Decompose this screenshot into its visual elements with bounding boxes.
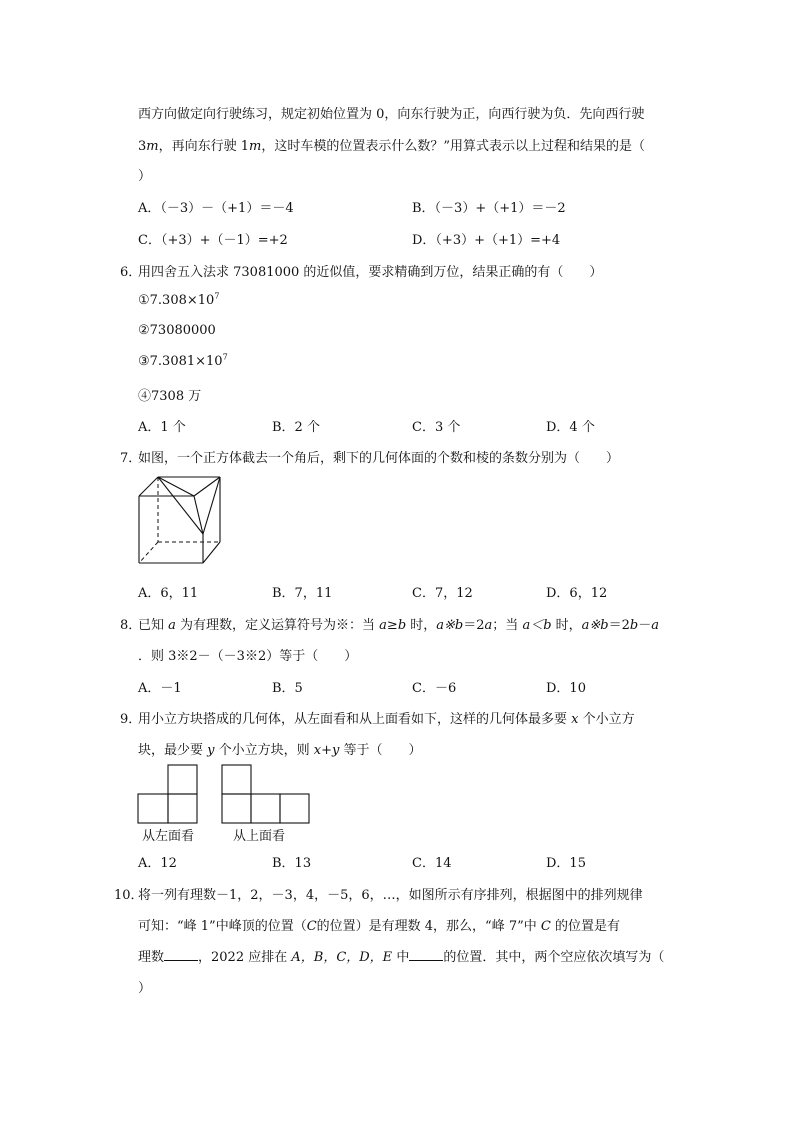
q9-option-a[interactable]: A．12 [138,856,177,871]
q5-option-d[interactable]: D．（+3）+（+1）=+4 [412,233,561,248]
q9-stem-line1: 用小立方块搭成的几何体，从左面看和从上面看如下，这样的几何体最多要 x 个小立方 [138,712,635,727]
q6-option-d[interactable]: D．4 个 [546,420,595,435]
q9-stem-line2: 块，最少要 y 个小立方块，则 x+y 等于（ ） [138,743,422,758]
q7-stem: 如图，一个正方体截去一个角后，剩下的几何体面的个数和棱的条数分别为（ ） [138,451,620,466]
q7-number: 7． [120,451,142,466]
q9-caption-left-view: 从左面看 [142,829,195,844]
q5-stem-line3: ） [138,169,152,184]
q5-stem-line2: 3m，再向东行驶 1m，这时车模的位置表示什么数？”用算式表示以上过程和结果的是（ [138,139,645,154]
q5-option-a[interactable]: A．（－3）－（+1）＝－4 [138,201,294,216]
q6-option-c[interactable]: C．3 个 [412,420,461,435]
q6-option-b[interactable]: B．2 个 [272,420,320,435]
q7-option-c[interactable]: C．7，12 [412,586,473,601]
q7-truncated-cube-figure [136,474,224,566]
q6-stem: 用四舍五入法求 73081000 的近似值，要求精确到万位，结果正确的有（ ） [138,265,603,280]
q8-option-d[interactable]: D．10 [546,681,586,696]
q10-number: 10． [114,888,144,903]
q6-number: 6． [120,265,142,280]
q5-stem-line1: 西方向做定向行驶练习，规定初始位置为 0，向东行驶为正，向西行驶为负．先向西行驶 [138,107,645,122]
q7-option-d[interactable]: D．6，12 [546,586,608,601]
q9-top-view-figure [221,764,313,826]
q5-option-b[interactable]: B．（－3）+（+1）＝－2 [412,201,566,216]
q9-option-b[interactable]: B．13 [272,856,312,871]
q6-item-2: ②73080000 [138,323,216,338]
q10-stem-line4: ） [138,981,152,996]
q9-caption-top-view: 从上面看 [233,829,286,844]
q6-item-3: $③7.3081\times 10^7$ [138,352,228,369]
q10-stem-line1: 将一列有理数－1，2，－3，4，－5，6，…，如图所示有序排列，根据图中的排列规律 [138,888,643,903]
q9-number: 9． [120,712,142,727]
q6-item-4: ④7308 万 [138,389,202,404]
q9-option-c[interactable]: C．14 [412,856,452,871]
q7-option-a[interactable]: A．6，11 [138,586,199,601]
q8-number: 8． [120,618,142,633]
q8-option-b[interactable]: B．5 [272,681,303,696]
q8-stem-line1: 已知 a 为有理数，定义运算符号为※：当 a≥b 时，a※b＝2a；当 a＜b 时，a※b＝2b－a [138,618,660,633]
q6-option-a[interactable]: A．1 个 [138,420,186,435]
q9-left-view-figure [137,764,199,826]
q9-option-d[interactable]: D．15 [546,856,586,871]
q10-blank-2[interactable] [409,950,443,961]
q10-stem-line2: 可知：“峰 1”中峰顶的位置（C的位置）是有理数 4，那么，“峰 7”中 C 的位置是有 [138,919,620,934]
q10-blank-1[interactable] [164,950,198,961]
q8-option-a[interactable]: A．－1 [138,681,182,696]
q8-stem-line2: ．则 3※2－（－3※2）等于（ ） [138,649,358,664]
q6-item-1: $①7.308\times 10^7$ [138,291,220,308]
q10-stem-line3: 理数 ，2022 应排在 A，B，C，D，E 中 的位置．其中，两个空应依次填写为（ [138,950,665,965]
q7-option-b[interactable]: B．7，11 [272,586,333,601]
q8-option-c[interactable]: C．－6 [412,681,457,696]
q5-option-c[interactable]: C．（+3）+（－1）=+2 [138,233,288,248]
